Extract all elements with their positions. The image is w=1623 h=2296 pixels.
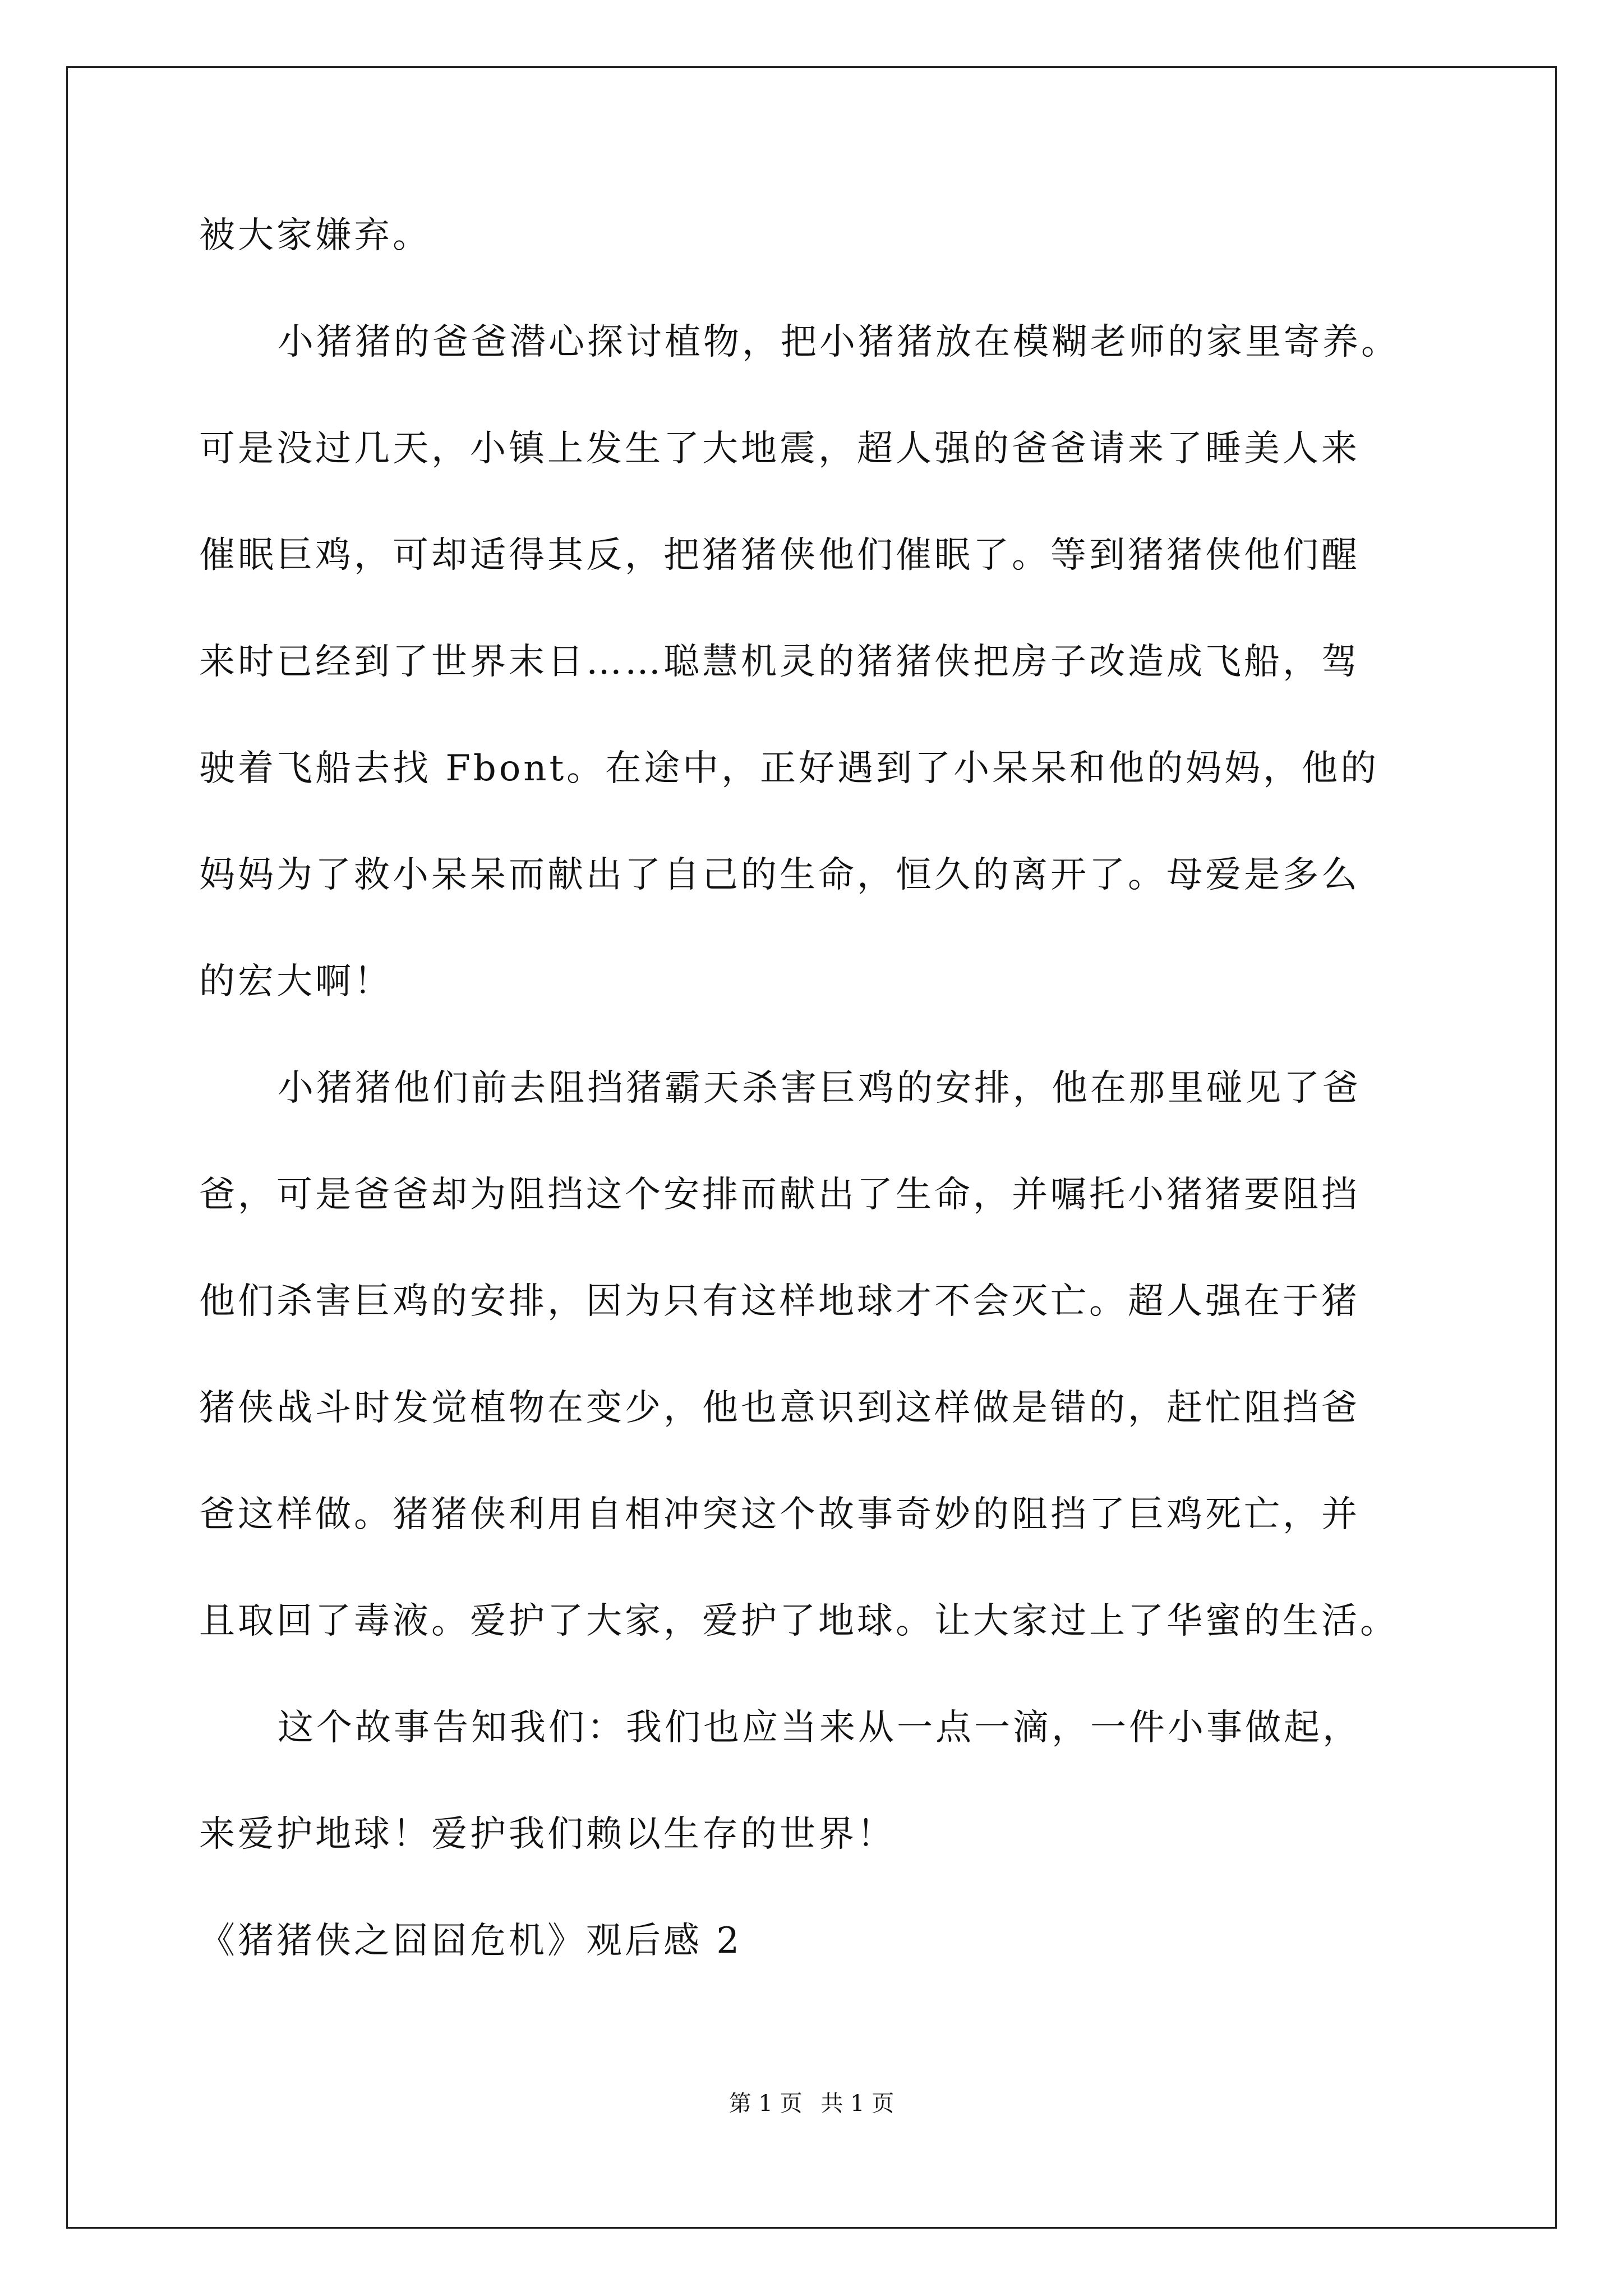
text-line: 可是没过几天，小镇上发生了大地震，超人强的爸爸请来了睡美人来 xyxy=(199,428,1360,470)
paragraph-line: 小猪猪他们前去阻挡猪霸天杀害巨鸡的安排，他在那里碰见了爸 xyxy=(278,1068,1361,1109)
page-number: 第 1 页 xyxy=(728,2091,803,2116)
text-line: 催眠巨鸡，可却适得其反，把猪猪侠他们催眠了。等到猪猪侠他们醒 xyxy=(199,535,1360,576)
text-line: 猪侠战斗时发觉植物在变少，他也意识到这样做是错的，赶忙阻挡爸 xyxy=(199,1387,1360,1429)
page-total: 共 1 页 xyxy=(820,2091,895,2116)
text-line: 被大家嫌弃。 xyxy=(199,215,431,256)
text-line: 他们杀害巨鸡的安排，因为只有这样地球才不会灭亡。超人强在于猪 xyxy=(199,1281,1360,1322)
text-line: 来爱护地球！爱护我们赖以生存的世界！ xyxy=(199,1814,896,1855)
text-line: 的宏大啊！ xyxy=(199,961,393,1002)
text-line: 驶着飞船去找 Fbont。在途中，正好遇到了小呆呆和他的妈妈，他的 xyxy=(199,748,1380,789)
text-line: 爸这样做。猪猪侠利用自相冲突这个故事奇妙的阻挡了巨鸡死亡，并 xyxy=(199,1494,1360,1535)
text-line: 妈妈为了救小呆呆而献出了自己的生命，恒久的离开了。母爱是多么 xyxy=(199,854,1360,896)
text-line: 来时已经到了世界末日……聪慧机灵的猪猪侠把房子改造成飞船，驾 xyxy=(199,641,1360,683)
page-footer xyxy=(0,2087,1623,2120)
paragraph-line: 小猪猪的爸爸潜心探讨植物，把小猪猪放在模糊老师的家里寄养。 xyxy=(278,321,1400,363)
text-line: 爸，可是爸爸却为阻挡这个安排而献出了生命，并嘱托小猪猪要阻挡 xyxy=(199,1174,1360,1216)
page-border xyxy=(66,66,1557,2229)
section-heading: 《猪猪侠之囧囧危机》观后感 2 xyxy=(199,1920,743,1962)
paragraph-line: 这个故事告知我们：我们也应当来从一点一滴，一件小事做起， xyxy=(278,1707,1361,1749)
text-line: 且取回了毒液。爱护了大家，爱护了地球。让大家过上了华蜜的生活。 xyxy=(199,1600,1399,1642)
